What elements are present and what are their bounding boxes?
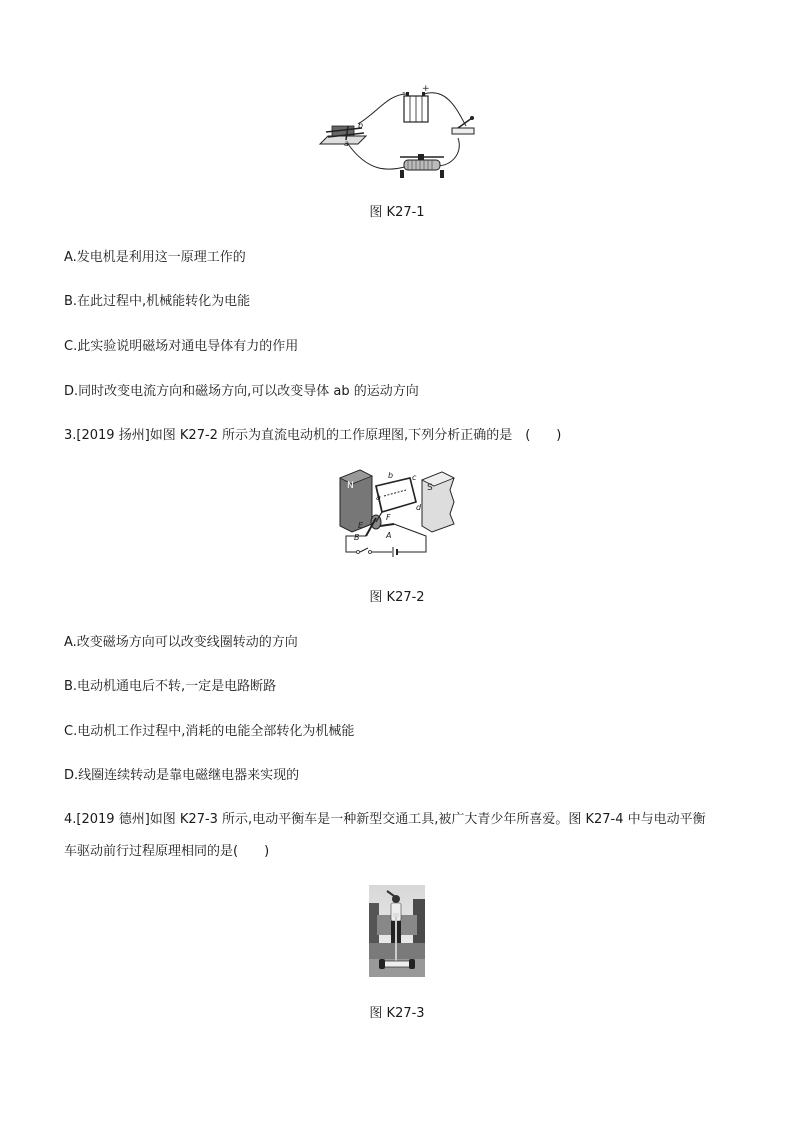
battery-icon bbox=[404, 92, 428, 122]
rheostat-icon bbox=[400, 154, 444, 178]
figure-k27-3 bbox=[369, 885, 425, 977]
figure-caption-k27-1: 图 K27-1 bbox=[369, 205, 425, 220]
figure-caption-k27-2: 图 K27-2 bbox=[369, 590, 425, 605]
terminal-label-a: A bbox=[386, 531, 392, 540]
q2-option-c: C.此实验说明磁场对通电导体有力的作用 bbox=[64, 339, 299, 354]
q2-option-d: D.同时改变电流方向和磁场方向,可以改变导体 ab 的运动方向 bbox=[64, 384, 419, 399]
coil-label-d: d bbox=[416, 503, 422, 512]
south-magnet-icon bbox=[422, 472, 454, 532]
balance-scooter-photo bbox=[369, 885, 425, 977]
question-3-stem: 3.[2019 扬州]如图 K27-2 所示为直流电动机的工作原理图,下列分析正确的是 ( ) bbox=[64, 428, 562, 443]
question-4-stem-line-1: 4.[2019 德州]如图 K27-3 所示,电动平衡车是一种新型交通工具,被广大青少年所喜爱。图 K27-4 中与电动平衡 bbox=[64, 812, 706, 827]
circuit-diagram bbox=[318, 82, 478, 190]
question-4-stem-line-2: 车驱动前行过程原理相同的是( ) bbox=[64, 844, 270, 859]
brush-label-f: F bbox=[386, 513, 391, 522]
q3-option-b: B.电动机通电后不转,一定是电路断路 bbox=[64, 679, 277, 694]
coil-icon bbox=[376, 478, 416, 512]
terminal-label-b: B bbox=[354, 533, 360, 542]
conductor-label-a: a bbox=[344, 139, 349, 148]
coil-label-a: a bbox=[376, 493, 381, 502]
magnet-label-s: S bbox=[427, 483, 433, 493]
conductor-label-b: b bbox=[358, 121, 364, 130]
q2-option-b: B.在此过程中,机械能转化为电能 bbox=[64, 294, 251, 309]
figure-caption-k27-3: 图 K27-3 bbox=[369, 1006, 425, 1021]
figure-k27-2 bbox=[336, 466, 458, 558]
brush-label-e: E bbox=[358, 521, 364, 530]
q3-option-d: D.线圈连续转动是靠电磁继电器来实现的 bbox=[64, 768, 300, 783]
battery-minus-label: - bbox=[402, 88, 406, 98]
battery-symbol-icon bbox=[393, 547, 397, 557]
dc-motor-diagram bbox=[336, 466, 458, 558]
q3-option-c: C.电动机工作过程中,消耗的电能全部转化为机械能 bbox=[64, 724, 355, 739]
figure-k27-1 bbox=[318, 82, 478, 190]
q3-option-a: A.改变磁场方向可以改变线圈转动的方向 bbox=[64, 635, 298, 650]
north-magnet-icon bbox=[340, 470, 372, 532]
coil-label-c: c bbox=[412, 473, 417, 482]
magnet-label-n: N bbox=[347, 481, 354, 491]
q2-option-a: A.发电机是利用这一原理工作的 bbox=[64, 250, 246, 265]
switch-icon bbox=[452, 116, 474, 134]
battery-plus-label: + bbox=[422, 84, 430, 94]
coil-label-b: b bbox=[388, 471, 394, 480]
